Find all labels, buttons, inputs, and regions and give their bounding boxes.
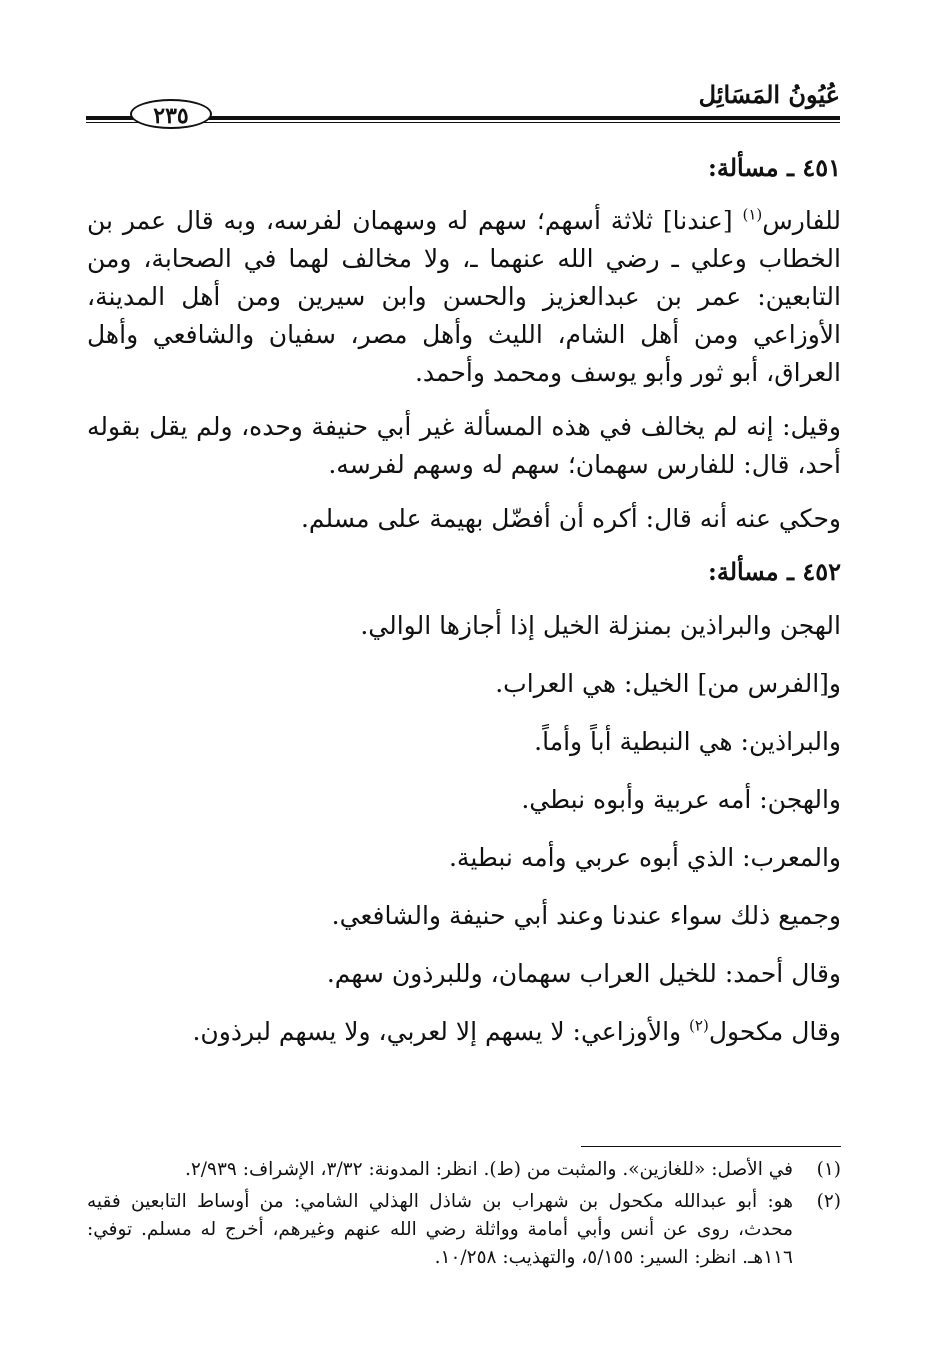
footnote-1 (87, 1156, 841, 1184)
paragraph-text: للفارس (762, 206, 841, 235)
footnote-number: (٢) (816, 1191, 841, 1212)
paragraph-text: [عندنا] ثلاثة أسهم؛ سهم له وسهمان لفرسه، وبه قال عمر بن الخطاب وعلي ـ رضي الله عنهما ـ، ولا مخالف لهما في الصحابة، ومن التابعين: عمر بن عبدالعزيز والحسن وابن سيرين ومن أهل المدينة، الأوزاعي ومن أهل الشام، الليث وأهل مصر، سفيان والشافعي وأهل العراق، أبو ثور وأبو يوسف ومحمد وأحمد. (87, 206, 841, 387)
footnote-separator (581, 1146, 841, 1147)
footnote-text: هو: أبو عبدالله مكحول بن شهراب بن شاذل الهذلي الشامي: من أوساط التابعين فقيه محدث، روى عن أنس وأبي أمامة وواثلة رضي الله عنهم وغيرهم، أخرج له مسلم. توفي: ١١٦هـ. انظر: السير: ٥/١٥٥، والتهذيب: ١٠/٢٥٨. (87, 1191, 793, 1268)
page-number: ٢٣٥ (130, 99, 212, 129)
footnote-ref-1: (١) (742, 205, 763, 224)
footnotes (87, 1156, 841, 1276)
text-line: وقال أحمد: للخيل العراب سهمان، وللبرذون سهم. (326, 959, 841, 988)
footnote-text: في الأصل: «للغازين». والمثبت من (ط). انظر: المدونة: ٣/٣٢، الإشراف: ٢/٩٣٩. (184, 1159, 793, 1180)
text-line-part: وقال مكحول (708, 1017, 841, 1046)
paragraph (87, 202, 841, 392)
paragraph: وقيل: إنه لم يخالف في هذه المسألة غير أبي حنيفة وحده، ولم يقل بقوله أحد، قال: للفارس سهمان؛ سهم له وسهم لفرسه. (87, 412, 841, 479)
text-line: والهجن: أمه عربية وأبوه نبطي. (521, 785, 841, 814)
footnote-2 (87, 1188, 841, 1272)
main-text (87, 150, 841, 1070)
section-heading-451: ٤٥١ ـ مسألة: (707, 153, 841, 182)
text-line: و[الفرس من] الخيل: هي العراب. (495, 669, 841, 698)
text-line: والبراذين: هي النبطية أباً وأماً. (534, 727, 841, 756)
footnote-ref-2: (٢) (689, 1016, 709, 1035)
text-line (87, 1012, 841, 1052)
text-line-part: والأوزاعي: لا يسهم إلا لعربي، ولا يسهم لبرذون. (192, 1017, 690, 1046)
section-heading-452: ٤٥٢ ـ مسألة: (707, 557, 841, 586)
paragraph: وحكي عنه أنه قال: أكره أن أفضّل بهيمة على مسلم. (300, 504, 841, 533)
text-line: وجميع ذلك سواء عندنا وعند أبي حنيفة والشافعي. (331, 901, 841, 930)
footnote-number: (١) (816, 1159, 841, 1180)
text-line: الهجن والبراذين بمنزلة الخيل إذا أجازها الوالي. (360, 611, 841, 640)
running-title: عُيُونُ المَسَائِل (698, 80, 840, 109)
text-line: والمعرب: الذي أبوه عربي وأمه نبطية. (448, 843, 841, 872)
page-header (86, 78, 840, 129)
